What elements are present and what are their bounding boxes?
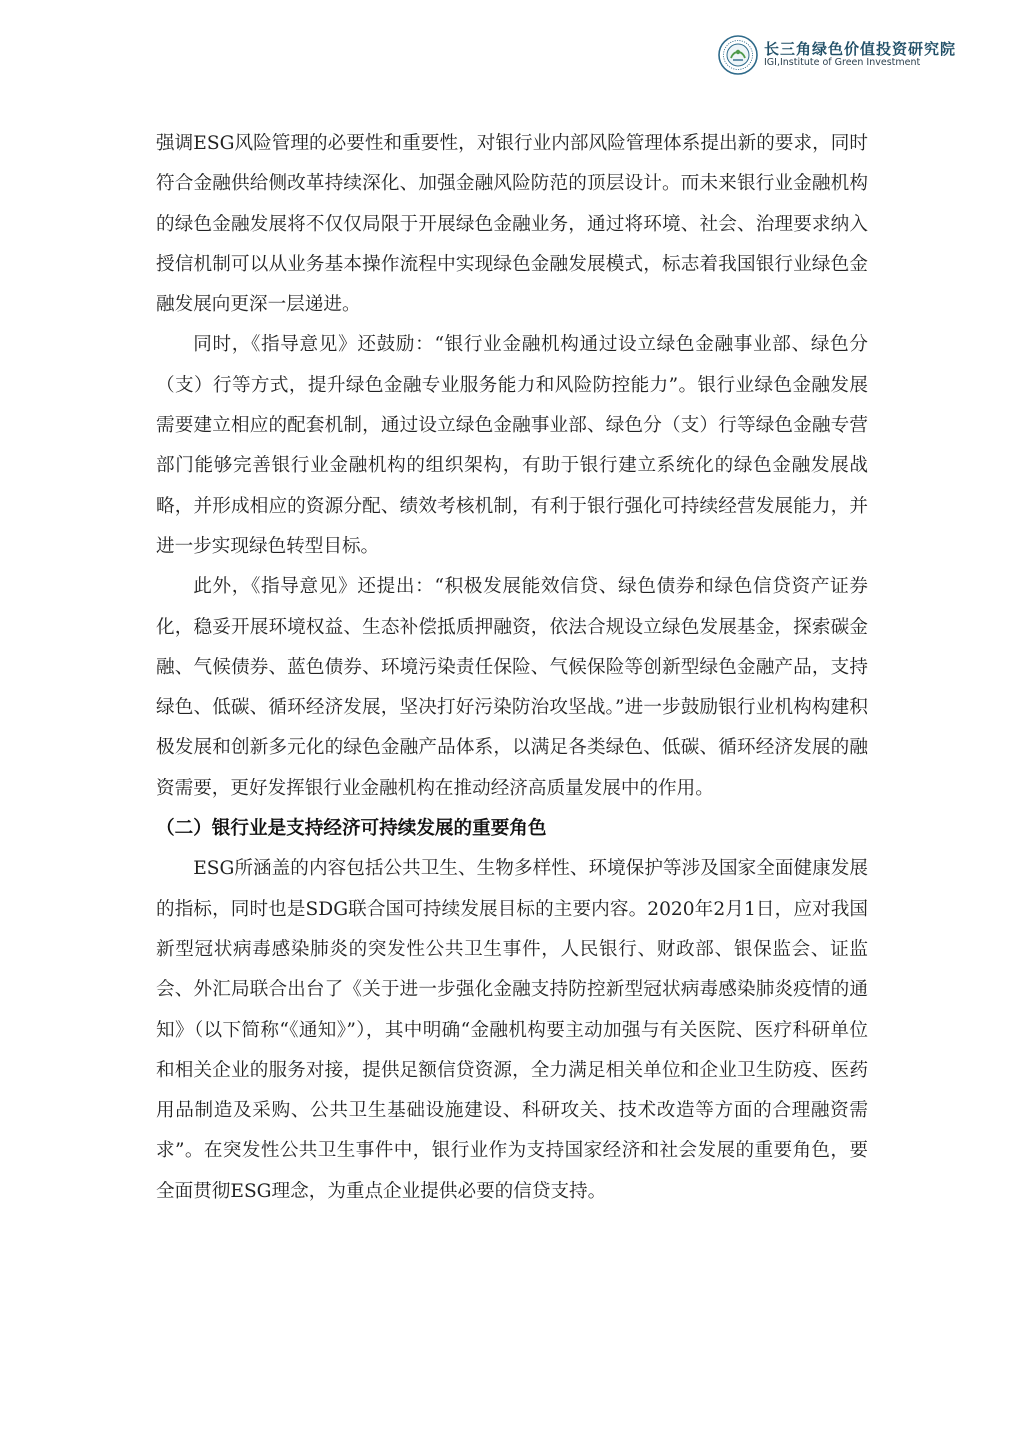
institute-seal-logo-icon (718, 35, 758, 75)
paragraph-guidance-products: 此外，《指导意见》还提出：“积极发展能效信贷、绿色债券和绿色信贷资产证券化，稳妥开展环境权益、生态补偿抵质押融资，依法合规设立绿色发展基金，探索碳金融、气候债券、蓝色债券、环境污染责任保险、气候保险等创新型绿色金融产品，支持绿色、低碳、循环经济发展，坚决打好污染防治攻坚战。”进一步鼓励银行业机构构建积极发展和创新多元化的绿色金融产品体系，以满足各类绿色、低碳、循环经济发展的融资需要，更好发挥银行业金融机构在推动经济高质量发展中的作用。 (156, 576, 868, 799)
page-header (718, 34, 978, 76)
institute-name (764, 41, 956, 69)
section-heading: （二）银行业是支持经济可持续发展的重要角色 (156, 818, 547, 840)
document-body (156, 124, 868, 1212)
institute-name-en: IGI,Institute of Green Investment (764, 57, 921, 69)
paragraph-esg-public-health: ESG所涵盖的内容包括公共卫生、生物多样性、环境保护等涉及国家全面健康发展的指标，同时也是SDG联合国可持续发展目标的主要内容。2020年2月1日，应对我国新型冠状病毒感染肺炎的突发性公共卫生事件，人民银行、财政部、银保监会、证监会、外汇局联合出台了《关于进一步强化金融支持防控新型冠状病毒感染肺炎疫情的通知》（以下简称“《通知》”），其中明确“金融机构要主动加强与有关医院、医疗科研单位和相关企业的服务对接，提供足额信贷资源，全力满足相关单位和企业卫生防疫、医药用品制造及采购、公共卫生基础设施建设、科研攻关、技术改造等方面的合理融资需求”。在突发性公共卫生事件中，银行业作为支持国家经济和社会发展的重要角色，要全面贯彻ESG理念，为重点企业提供必要的信贷支持。 (156, 858, 868, 1202)
paragraph-guidance-encouragement: 同时，《指导意见》还鼓励：“银行业金融机构通过设立绿色金融事业部、绿色分（支）行等方式，提升绿色金融专业服务能力和风险防控能力”。银行业绿色金融发展需要建立相应的配套机制，通过设立绿色金融事业部、绿色分（支）行等绿色金融专营部门能够完善银行业金融机构的组织架构，有助于银行建立系统化的绿色金融发展战略，并形成相应的资源分配、绩效考核机制，有利于银行强化可持续经营发展能力，并进一步实现绿色转型目标。 (156, 334, 868, 557)
institute-name-cn: 长三角绿色价值投资研究院 (764, 39, 957, 58)
paragraph-continuation: 强调ESG风险管理的必要性和重要性，对银行业内部风险管理体系提出新的要求，同时符合金融供给侧改革持续深化、加强金融风险防范的顶层设计。而未来银行业金融机构的绿色金融发展将不仅仅局限于开展绿色金融业务，通过将环境、社会、治理要求纳入授信机制可以从业务基本操作流程中实现绿色金融发展模式，标志着我国银行业绿色金融发展向更深一层递进。 (156, 133, 868, 316)
